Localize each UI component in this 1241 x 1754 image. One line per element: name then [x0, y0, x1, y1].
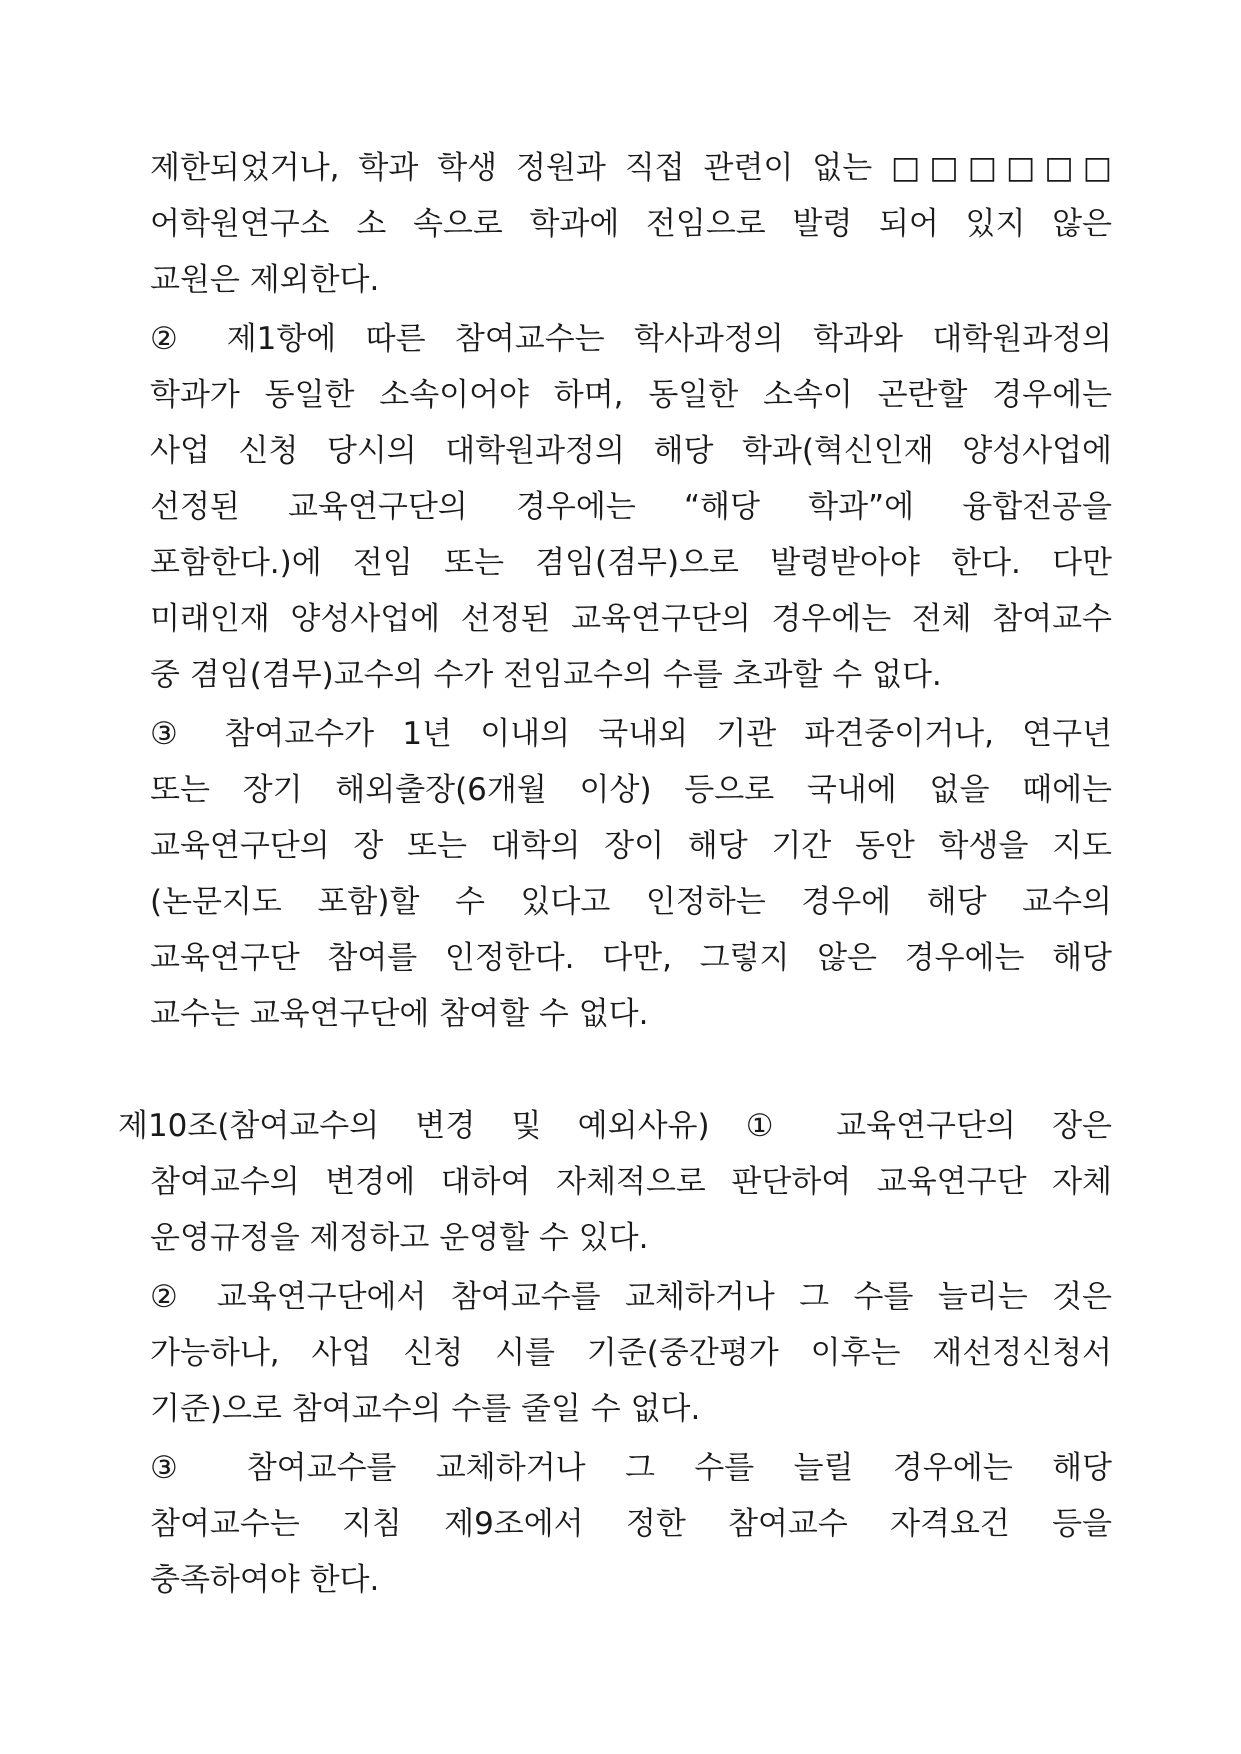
text-line: 교원은 제외한다. [150, 262, 380, 298]
text-line: 운영규정을 제정하고 운영할 수 있다. [150, 1220, 649, 1256]
text-line: 교육연구단의 장 또는 대학의 장이 해당 기간 동안 학생을 지도 [150, 828, 1112, 864]
text-line: 또는 장기 해외출장(6개월 이상) 등으로 국내에 없을 때에는 [150, 772, 1112, 808]
text-line: 참여교수의 변경에 대하여 자체적으로 판단하여 교육연구단 자체 [150, 1164, 1112, 1200]
text-line: 중 겸임(겸무)교수의 수가 전임교수의 수를 초과할 수 없다. [150, 657, 942, 693]
text-line: 미래인재 양성사업에 선정된 교육연구단의 경우에는 전체 참여교수 [150, 601, 1112, 637]
article-heading-line: 제10조(참여교수의 변경 및 예외사유) ① 교육연구단의 장은 [118, 1108, 1112, 1144]
text-line: ② 제1항에 따른 참여교수는 학사과정의 학과와 대학원과정의 [150, 321, 1112, 357]
text-line: 어학원연구소 소 속으로 학과에 전임으로 발령 되어 있지 않은 [150, 206, 1112, 242]
text-line: ③ 참여교수를 교체하거나 그 수를 늘릴 경우에는 해당 [150, 1450, 1112, 1486]
text-line: 학과가 동일한 소속이어야 하며, 동일한 소속이 곤란할 경우에는 [150, 377, 1112, 413]
text-line: 충족하여야 한다. [150, 1562, 380, 1598]
text-line: 선정된 교육연구단의 경우에는 “해당 학과”에 융합전공을 [150, 489, 1112, 525]
text-line: 참여교수는 지침 제9조에서 정한 참여교수 자격요건 등을 [150, 1506, 1112, 1542]
text-line: 기준)으로 참여교수의 수를 줄일 수 없다. [150, 1391, 701, 1427]
text-line: ② 교육연구단에서 참여교수를 교체하거나 그 수를 늘리는 것은 [150, 1279, 1112, 1315]
text-line: 교육연구단 참여를 인정한다. 다만, 그렇지 않은 경우에는 해당 [150, 940, 1112, 976]
text-line: 사업 신청 당시의 대학원과정의 해당 학과(혁신인재 양성사업에 [150, 433, 1112, 469]
text-line: ③ 참여교수가 1년 이내의 국내외 기관 파견중이거나, 연구년 [150, 716, 1112, 752]
text-line: 교수는 교육연구단에 참여할 수 없다. [150, 996, 649, 1032]
text-line: 제한되었거나, 학과 학생 정원과 직접 관련이 없는 □□□□□□ [150, 150, 1112, 186]
text-line: (논문지도 포함)할 수 있다고 인정하는 경우에 해당 교수의 [150, 884, 1112, 920]
text-line: 가능하나, 사업 신청 시를 기준(중간평가 이후는 재선정신청서 [150, 1335, 1112, 1371]
text-line: 포함한다.)에 전임 또는 겸임(겸무)으로 발령받아야 한다. 다만 [150, 545, 1112, 581]
